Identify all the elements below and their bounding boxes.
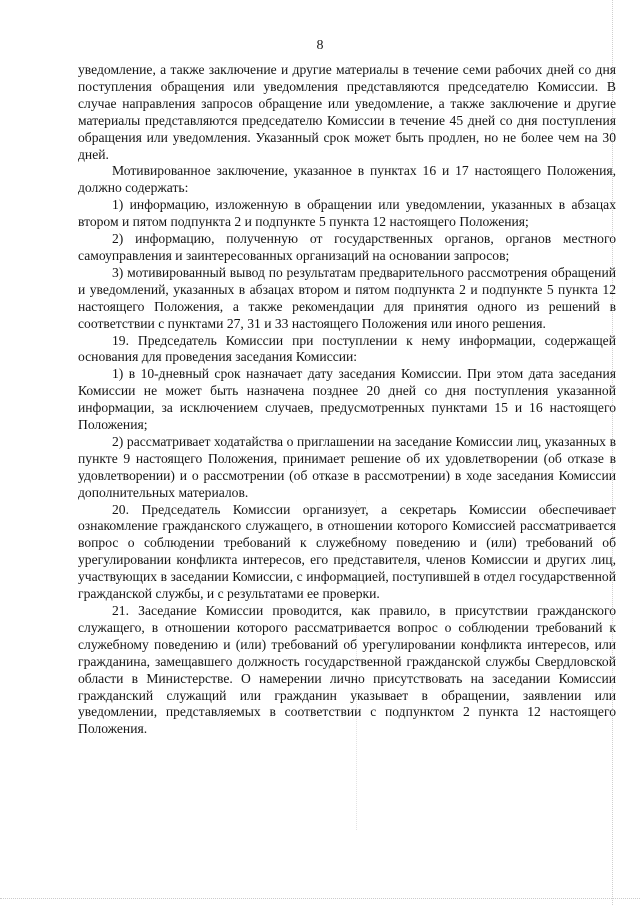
scan-artifact-horizontal [0, 898, 640, 899]
page-number: 8 [316, 38, 324, 53]
paragraph-item-1: 1) информацию, изложенную в обращении или уведомлении, указанных в абзацах втором и пятом подпункта 2 и подпункте 5 пункта 12 настоящего Положения; [78, 197, 616, 230]
paragraph-clause-19: 19. Председатель Комиссии при поступлении к нему информации, содержащей основания для проведения заседания Комиссии: [78, 332, 616, 365]
paragraph-item-2: 2) информацию, полученную от государственных органов, органов местного самоуправления и заинтересованных организаций на основании запросов; [78, 231, 616, 263]
paragraph-clause-19-item-2: 2) рассматривает ходатайства о приглашении на заседание Комиссии лиц, указанных в пункте 9 настоящего Положения, принимает решение об их удовлетворении (об отказе в удовлетворении) и о рассмотрении (об отказе в рассмотрении) в ходе заседания Комиссии дополнительных материалов. [78, 433, 616, 500]
paragraph-clause-21: 21. Заседание Комиссии проводится, как правило, в присутствии гражданского служащего, в отношении которого рассматривается вопрос о соблюдении требований к служебному поведению и (или) требований об урегулировании конфликта интересов, или гражданина, замещавшего должность государственной гражданской службы Свердловской области в Министерстве. О намерении лично присутствовать на заседании Комиссии гражданский служащий или гражданин указывает в обращении, заявлении или уведомлении, представляемых в соответствии с подпунктом 2 пункта 12 настоящего Положения. [78, 603, 616, 737]
paragraph-clause-19-item-1: 1) в 10-дневный срок назначает дату заседания Комиссии. При этом дата заседания Комиссии не может быть назначена позднее 20 дней со дня поступления указанной информации, за исключением случаев, предусмотренных пунктами 15 и 16 настоящего Положения; [78, 366, 616, 433]
paragraph-conclusion-contents: Мотивированное заключение, указанное в пунктах 16 и 17 настоящего Положения, должно содержать: [78, 163, 616, 196]
paragraph-clause-20: 20. Председатель Комиссии организует, а секретарь Комиссии обеспечивает ознакомление гражданского служащего, в отношении которого Комиссией рассматривается вопрос о соблюдении требований к служебному поведению и (или) требований об урегулировании конфликта интересов, его представителя, членов Комиссии и других лиц, участвующих в заседании Комиссии, с информацией, поступившей в отдел государственной гражданской службы, и с результатами ее проверки. [78, 501, 616, 602]
document-body [78, 62, 616, 738]
paragraph-item-3: 3) мотивированный вывод по результатам предварительного рассмотрения обращений и уведомлений, указанных в абзацах втором и пятом подпункта 2 и подпункте 5 пункта 12 настоящего Положения, а также рекомендации для принятия одного из решений в соответствии с пунктами 27, 31 и 33 настоящего Положения или иного решения. [78, 264, 616, 331]
paragraph-continuation: уведомление, а также заключение и другие материалы в течение семи рабочих дней со дня поступления обращения или уведомления представляются председателю Комиссии. В случае направления запросов обращение или уведомление, а также заключение и другие материалы представляются председателю Комиссии в течение 45 дней со дня поступления обращения или уведомления. Указанный срок может быть продлен, но не более чем на 30 дней. [78, 62, 616, 162]
